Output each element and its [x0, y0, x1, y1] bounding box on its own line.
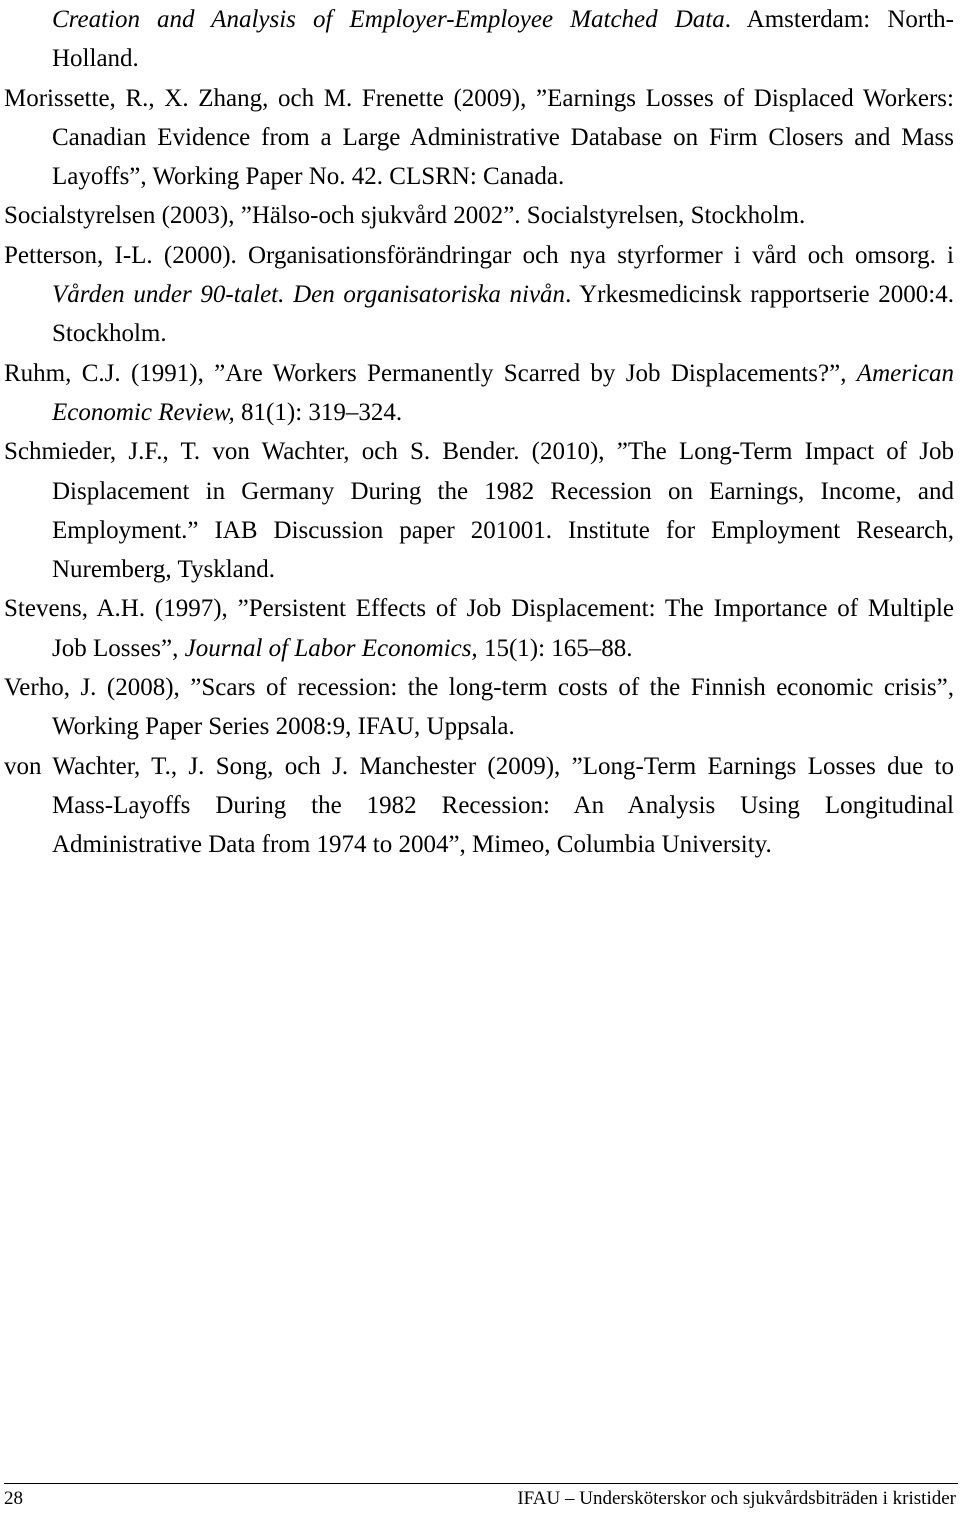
reference-entry: [4, 79, 954, 197]
reference-title-italic: Journal of Labor Economics,: [184, 634, 478, 662]
footer-rule: [4, 1483, 958, 1484]
reference-entry: [4, 668, 954, 747]
reference-entry: [4, 747, 954, 865]
reference-entry: [4, 432, 954, 589]
reference-text: Petterson, I-L. (2000). Organisationsförändringar och nya styrformer i vård och omsorg. i: [4, 241, 954, 269]
reference-list: [4, 0, 954, 865]
page-footer: [4, 1486, 956, 1512]
reference-text: Morissette, R., X. Zhang, och M. Frenette (2009), ”Earnings Losses of Displaced Workers: Canadian Evidence from a Large Administrative Database on Firm Closers and Mass Layoffs”, Working Paper No. 42. CLSRN: Canada.: [4, 84, 954, 191]
reference-text: . Amsterdam: North-Holland.: [52, 6, 954, 73]
reference-title-italic: Vården under 90-talet. Den organisatoriska nivån: [52, 281, 566, 309]
reference-title-italic: American Economic Review,: [52, 359, 954, 426]
page-number: 28: [4, 1488, 23, 1509]
reference-text: Verho, J. (2008), ”Scars of recession: the long-term costs of the Finnish economic crisis”, Working Paper Series 2008:9, IFAU, Uppsala.: [4, 674, 954, 741]
reference-text: von Wachter, T., J. Song, och J. Manchester (2009), ”Long-Term Earnings Losses due to Mass-Layoffs During the 1982 Recession: An Analysis Using Longitudinal Administrative Data from 1974 to 2004”, Mimeo, Columbia University.: [4, 752, 954, 859]
reference-entry: [4, 236, 954, 354]
reference-title-italic: Creation and Analysis of Employer-Employee Matched Data: [52, 6, 725, 33]
reference-entry: [4, 589, 954, 668]
reference-text: Ruhm, C.J. (1991), ”Are Workers Permanently Scarred by Job Displacements?”,: [4, 359, 857, 387]
reference-text: . Yrkesmedicinsk rapportserie 2000:4. Stockholm.: [52, 281, 954, 348]
reference-text: Schmieder, J.F., T. von Wachter, och S. Bender. (2010), ”The Long-Term Impact of Job Displacement in Germany During the 1982 Recession on Earnings, Income, and Employment.” IAB Discussion paper 201001. Institute for Employment Research, Nuremberg, Tyskland.: [4, 438, 954, 584]
reference-entry: [4, 354, 954, 433]
running-title: IFAU – Undersköterskor och sjukvårdsbiträden i kristider: [517, 1488, 956, 1509]
reference-entry: [4, 196, 954, 235]
reference-text: Stevens, A.H. (1997), ”Persistent Effects of Job Displacement: The Importance of Multiple Job Losses”,: [4, 595, 954, 662]
reference-text: 15(1): 165–88.: [477, 634, 633, 662]
reference-text: 81(1): 319–324.: [234, 398, 403, 426]
reference-text: Socialstyrelsen (2003), ”Hälso-och sjukvård 2002”. Socialstyrelsen, Stockholm.: [4, 202, 806, 230]
reference-entry: [4, 0, 954, 79]
